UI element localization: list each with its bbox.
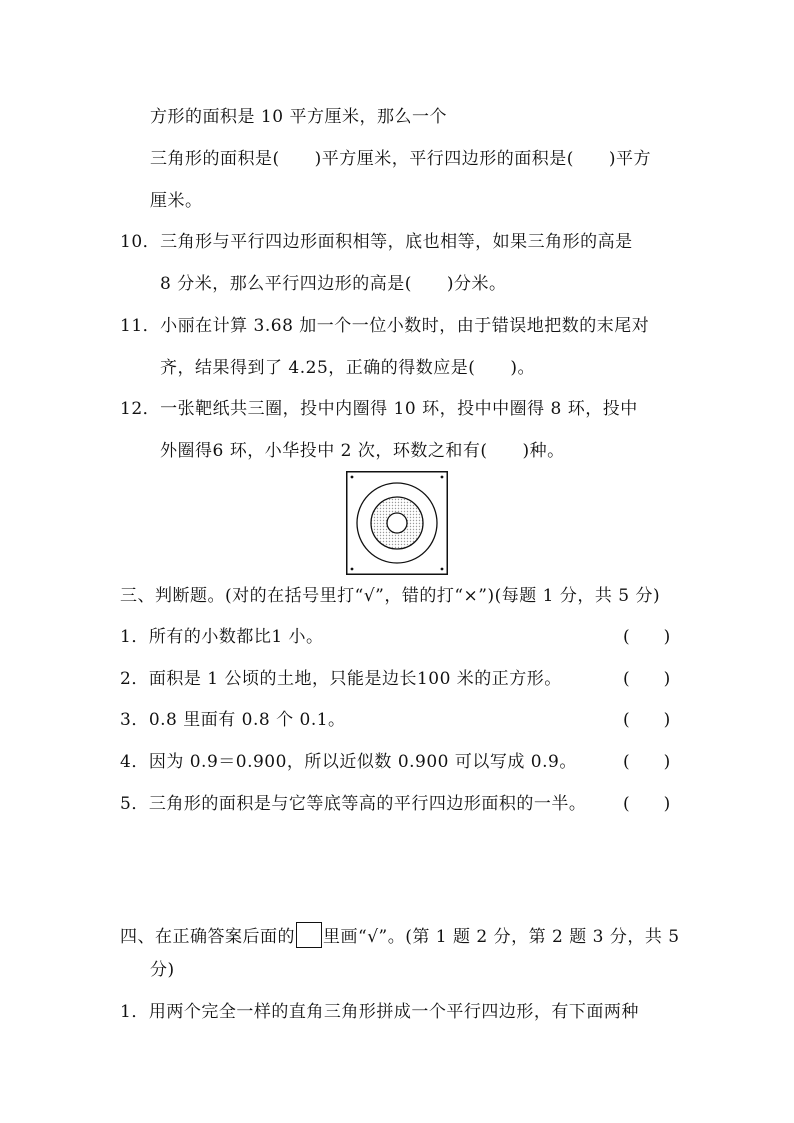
corner-dot: [351, 476, 354, 479]
judge-item-4: 4．因为 0.9＝0.900，所以近似数 0.900 可以写成 0.9。: [120, 752, 577, 772]
judge-item-5: 5．三角形的面积是与它等底等高的平行四边形面积的一半。: [120, 794, 587, 814]
q12-line-2: 外圈得6 环，小华投中 2 次，环数之和有( )种。: [160, 441, 565, 461]
target-paper-figure: [346, 471, 448, 575]
judge-bracket-2[interactable]: ( ): [623, 669, 671, 689]
judge-item-1: 1．所有的小数都比1 小。: [120, 627, 324, 647]
judge-bracket-3[interactable]: ( ): [623, 710, 671, 730]
inner-ring: [387, 513, 407, 533]
q11-line-2: 齐，结果得到了 4.25，正确的得数应是( )。: [160, 358, 536, 378]
section-4-title: [120, 922, 680, 948]
section-3-title: 三、判断题。(对的在括号里打“√”，错的打“×”)(每题 1 分，共 5 分): [120, 586, 661, 606]
q9-line-3: 三角形的面积是( )平方厘米，平行四边形的面积是( )平方: [150, 149, 652, 169]
answer-box-icon: [296, 922, 322, 948]
judge-bracket-5[interactable]: ( ): [623, 794, 671, 814]
q9-line-4: 厘米。: [150, 191, 203, 211]
corner-dot: [351, 568, 354, 571]
section-4-title-part-2: 里画“√”。(第 1 题 2 分，第 2 题 3 分，共 5: [323, 927, 680, 947]
judge-bracket-4[interactable]: ( ): [623, 752, 671, 772]
corner-dot: [441, 476, 444, 479]
q10-line-2: 8 分米，那么平行四边形的高是( )分米。: [160, 274, 507, 294]
judge-bracket-1[interactable]: ( ): [623, 627, 671, 647]
section-4-title-line-2: 分): [150, 960, 175, 980]
q10-line-1: 10．三角形与平行四边形面积相等，底也相等，如果三角形的高是: [120, 232, 633, 252]
s4-q1-line-1: 1．用两个完全一样的直角三角形拼成一个平行四边形，有下面两种: [120, 1002, 639, 1022]
corner-dot: [441, 568, 444, 571]
q11-line-1: 11．小丽在计算 3.68 加一个一位小数时，由于错误地把数的末尾对: [120, 316, 650, 336]
q12-line-1: 12．一张靶纸共三圈，投中内圈得 10 环，投中中圈得 8 环，投中: [120, 399, 638, 419]
judge-item-3: 3．0.8 里面有 0.8 个 0.1。: [120, 710, 346, 730]
q9-line-2: 方形的面积是 10 平方厘米，那么一个: [150, 107, 447, 127]
judge-item-2: 2．面积是 1 公顷的土地，只能是边长100 米的正方形。: [120, 669, 562, 689]
section-4-title-part-1: 四、在正确答案后面的: [120, 927, 295, 947]
